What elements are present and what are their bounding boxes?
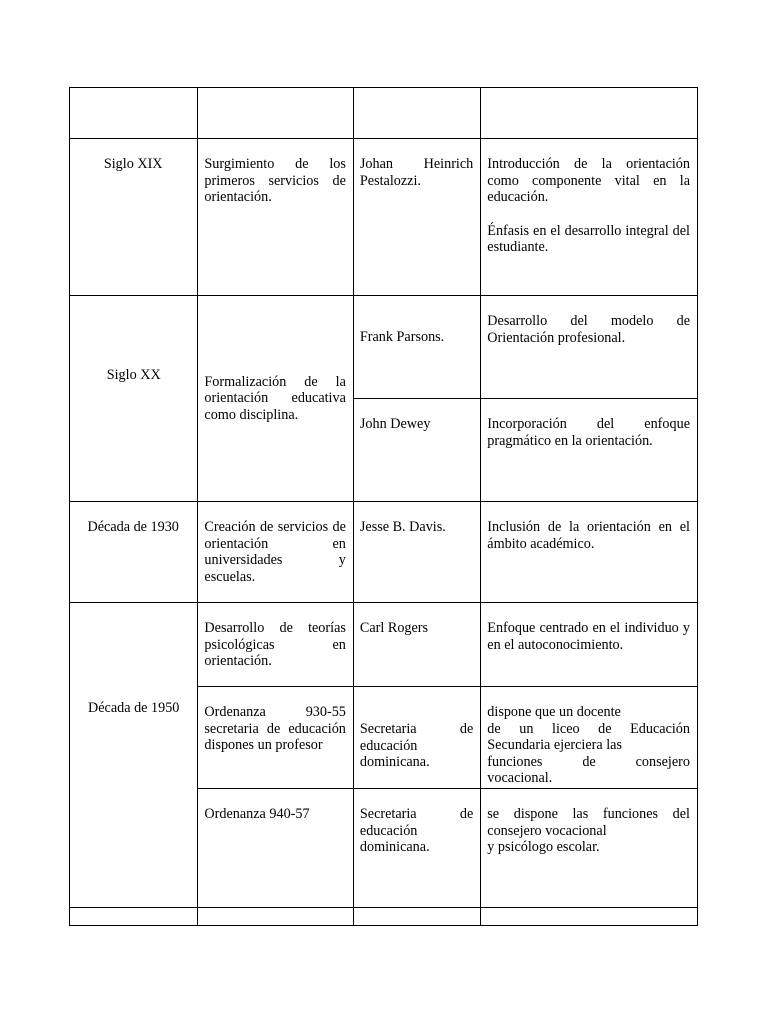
header-cell-period xyxy=(70,88,198,139)
contribution-paragraph: Énfasis en el desarrollo integral del estudiante. xyxy=(487,222,690,256)
footer-cell xyxy=(198,908,353,926)
header-row xyxy=(70,88,698,139)
table-row xyxy=(70,603,698,687)
figure-cell xyxy=(353,139,480,296)
figure-cell xyxy=(353,687,480,789)
period-cell xyxy=(70,139,198,296)
contribution-paragraph: Introducción de la orientación como componente vital en la educación. xyxy=(487,156,690,206)
contribution-cell xyxy=(481,687,698,789)
contribution-cell xyxy=(481,399,698,502)
milestone-cell xyxy=(198,603,353,687)
footer-cell xyxy=(353,908,480,926)
figure-text: Secretaria de educación dominicana. xyxy=(359,806,474,856)
milestone-text: Ordenanza 930-55 secretaria de educación dispones un profesor xyxy=(204,704,346,754)
contribution-cell xyxy=(481,603,698,687)
contribution-line: funciones de consejero xyxy=(487,753,690,770)
period-label: Siglo XX xyxy=(106,366,161,383)
figure-text: Frank Parsons. xyxy=(359,329,445,345)
contribution-line: se dispone las funciones del xyxy=(487,806,690,822)
contribution-cell xyxy=(481,789,698,908)
figure-cell xyxy=(353,399,480,502)
milestone-text: Desarrollo de teorías psicológicas en orientación. xyxy=(204,620,346,670)
period-cell xyxy=(70,296,198,502)
orientation-history-table xyxy=(69,87,698,926)
figure-text: John Dewey xyxy=(359,416,431,432)
contribution-cell xyxy=(481,296,698,399)
period-cell xyxy=(70,603,198,908)
period-label: Década de 1950 xyxy=(88,700,180,716)
footer-cell xyxy=(481,908,698,926)
milestone-cell xyxy=(198,502,353,603)
table-row xyxy=(70,139,698,296)
contribution-line: de un liceo de Educación xyxy=(487,720,690,737)
figure-text: Jesse B. Davis. xyxy=(359,519,446,535)
contribution-line: consejero vocacional xyxy=(487,822,607,839)
milestone-text: Ordenanza 940-57 xyxy=(204,806,310,822)
figure-text: Johan Heinrich Pestalozzi. xyxy=(359,156,474,189)
contribution-line: vocacional. xyxy=(487,770,553,787)
period-label: Década de 1930 xyxy=(87,519,179,535)
figure-cell xyxy=(353,502,480,603)
contribution-text: Inclusión de la orientación en el ámbito académico. xyxy=(487,519,690,552)
figure-cell xyxy=(353,603,480,687)
table-row xyxy=(70,502,698,603)
header-cell-contribution xyxy=(481,88,698,139)
period-label: Siglo XIX xyxy=(103,156,163,172)
figure-cell xyxy=(353,789,480,908)
milestone-cell xyxy=(198,789,353,908)
figure-cell xyxy=(353,296,480,399)
figure-text: Secretaria de educación dominicana. xyxy=(359,721,474,771)
footer-cell xyxy=(70,908,198,926)
milestone-text: Creación de servicios de orientación en universidades y escuelas. xyxy=(204,519,346,585)
contribution-line: Secundaria ejerciera las xyxy=(487,737,622,754)
contribution-cell xyxy=(481,139,698,296)
contribution-cell xyxy=(481,502,698,603)
figure-text: Carl Rogers xyxy=(359,620,429,636)
contribution-text: Desarrollo del modelo de Orientación profesional. xyxy=(487,313,690,346)
contribution-text: Incorporación del enfoque pragmático en la orientación. xyxy=(487,416,690,449)
milestone-cell xyxy=(198,687,353,789)
milestone-text: Surgimiento de los primeros servicios de orientación. xyxy=(204,156,346,206)
header-cell-figure xyxy=(353,88,480,139)
period-cell xyxy=(70,502,198,603)
milestone-text: Formalización de la orientación educativa como disciplina. xyxy=(204,373,346,423)
contribution-line: dispone que un docente xyxy=(487,704,621,720)
contribution-line: y psicólogo escolar. xyxy=(487,839,600,856)
header-cell-milestone xyxy=(198,88,353,139)
footer-row xyxy=(70,908,698,926)
milestone-cell xyxy=(198,296,353,502)
table-row xyxy=(70,296,698,399)
contribution-text: Enfoque centrado en el individuo y en el autoconocimiento. xyxy=(487,620,690,653)
milestone-cell xyxy=(198,139,353,296)
